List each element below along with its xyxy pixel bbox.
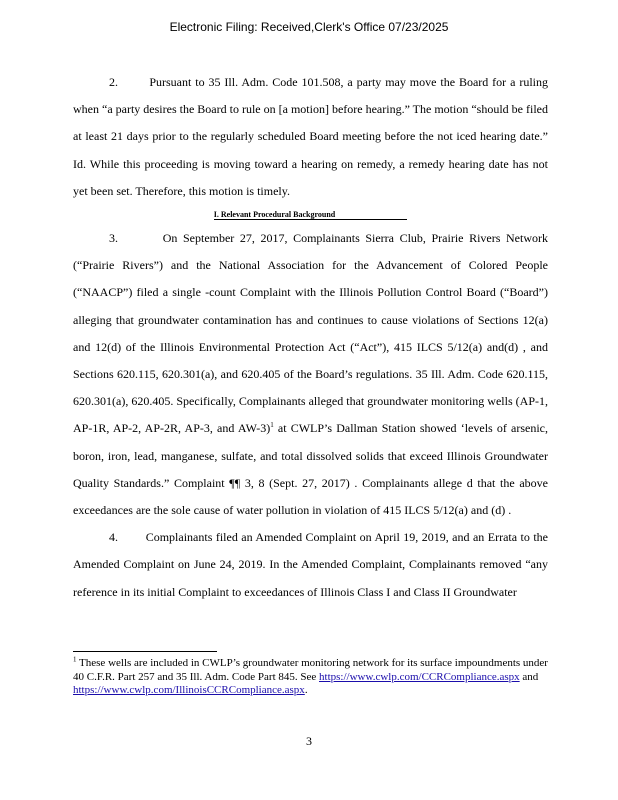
footnote-text: These wells are included in CWLP’s groundwater monitoring network for its surface impoundments under 40 C.F.R. Part 257 and 35 Ill. Adm. Code Part 845. See [73,657,548,683]
footnote-end: . [304,684,308,696]
footnote-link-illinois-ccr-compliance[interactable]: https://www.cwlp.com/IllinoisCCRCompliance.aspx [73,684,305,696]
document-body [73,69,548,606]
section-heading [73,205,548,225]
footnote-link-ccr-compliance[interactable]: https://www.cwlp.com/CCRCompliance.aspx [319,670,520,683]
section-heading-text: I. Relevant Procedural Background [214,210,407,220]
paragraph-3-part-a: 3. On September 27, 2017, Complainants Sierra Club, Prairie Rivers Network (“Prairie Rivers”) and the National Association for the Advancement of Colored People (“NAACP”) filed a single -count Complaint with the Illinois Pollution Control Board (“Board”) alleging that groundwater contamination has and continues to cause violations of Sections 12(a) and 12(d) of the Illinois Environmental Protection Act (“Act”), 415 ILCS 5/12(a) and(d) , and Sections 620.115, 620.301(a), and 620.405 of the Board’s regulations. 35 Ill. Adm. Code 620.115, 620.301(a), 620.405. Specifically, Complainants alleged that groundwater monitoring wells (AP-1, AP-1R, AP-2, AP-2R, AP-3, and AW-3) [73,231,548,436]
footnote-marker: 1 [73,655,77,664]
footnote-divider [73,651,217,652]
paragraph-3 [73,225,548,524]
footnote-1 [73,657,548,698]
paragraph-3-part-b: at CWLP’s Dallman Station showed ‘levels of arsenic, boron, iron, lead, manganese, sulfate, and total dissolved solids that exceed Illinois Groundwater Quality Standards.” Complaint ¶¶ 3, 8 (Sept. 27, 2017) . Complainants allege d that the above exceedances are the sole cause of water pollution in violation of 415 ILCS 5/12(a) and (d) . [73,421,549,518]
filing-header: Electronic Filing: Received,Clerk's Office 07/23/2025 [169,20,449,34]
footnote-and: and [519,670,539,683]
page-number: 3 [306,734,312,748]
paragraph-4: 4. Complainants filed an Amended Complaint on April 19, 2019, and an Errata to the Amended Complaint on June 24, 2019. In the Amended Complaint, Complainants removed “any reference in its initial Complaint to exceedances of Illinois Class I and Class II Groundwater [73,530,548,599]
paragraph-2: 2. Pursuant to 35 Ill. Adm. Code 101.508, a party may move the Board for a ruling when “a party desires the Board to rule on [a motion] before hearing.” The motion “should be filed at least 21 days prior to the regularly scheduled Board meeting before the not iced hearing date.” Id. While this proceeding is moving toward a hearing on remedy, a remedy hearing date has not yet been set. Therefore, this motion is timely. [73,75,548,198]
footnote-reference[interactable]: 1 [270,421,274,430]
